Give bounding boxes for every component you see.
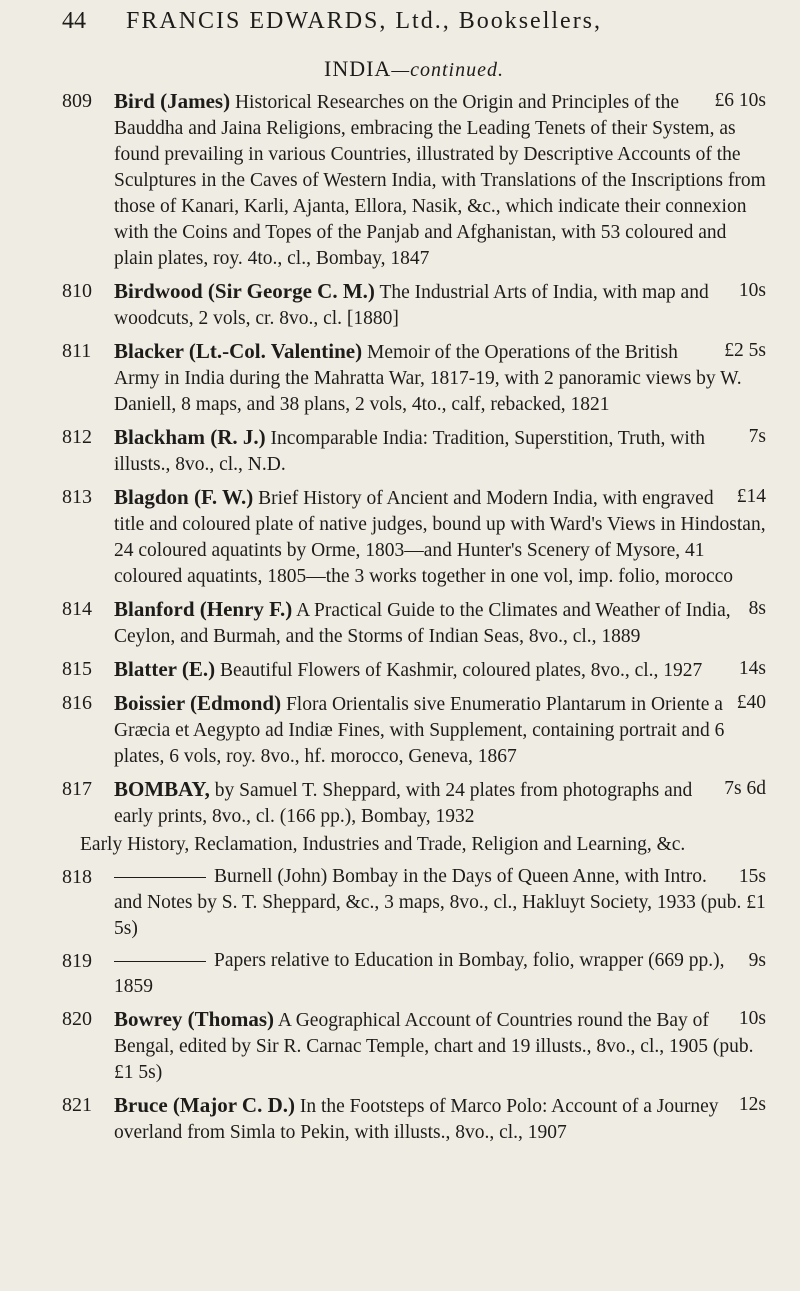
entry-description: Incomparable India: Tradition, Superstition, Truth, with illusts., 8vo., cl., N.D.	[114, 428, 705, 475]
catalogue-entry	[62, 948, 766, 1000]
section-title: INDIA	[324, 56, 392, 81]
entry-number: 817	[62, 778, 92, 800]
catalogue-entry	[62, 776, 766, 830]
entry-price: £2 5s	[724, 340, 766, 361]
entry-number: 818	[62, 866, 92, 888]
entry-number: 819	[62, 950, 92, 972]
header-title: FRANCIS EDWARDS, Ltd., Booksellers,	[126, 8, 603, 34]
sub-entries-list	[62, 864, 766, 1000]
entry-number: 821	[62, 1094, 92, 1116]
entry-price: 9s	[748, 950, 766, 971]
catalogue-entry	[62, 1092, 766, 1146]
entry-number: 811	[62, 340, 92, 362]
entry-description: Papers relative to Education in Bombay, folio, wrapper (669 pp.), 1859	[114, 950, 725, 997]
entry-author: Blanford (Henry F.)	[114, 597, 293, 621]
entry-author: Bird (James)	[114, 89, 231, 113]
entry-number: 810	[62, 280, 92, 302]
catalogue-entry	[62, 424, 766, 478]
entry-number: 820	[62, 1008, 92, 1030]
entry-author: Birdwood (Sir George C. M.)	[114, 279, 375, 303]
catalogue-entry	[62, 596, 766, 650]
section-continued: —continued.	[391, 59, 504, 81]
entry-author: Blackham (R. J.)	[114, 425, 266, 449]
entry-author: Blatter (E.)	[114, 657, 216, 681]
entry-number: 814	[62, 598, 92, 620]
entry-description: The Industrial Arts of India, with map and woodcuts, 2 vols, cr. 8vo., cl. [1880]	[114, 282, 709, 329]
entry-price: 8s	[748, 598, 766, 619]
catalogue-entry	[62, 338, 766, 418]
entry-description: Brief History of Ancient and Modern India, with engraved title and coloured plate of native judges, bound up with Ward's Views in Hindostan, 24 coloured aquatints by Orme, 1803—and Hunter's Scenery of Mysore, 41 coloured aquatints, 1805—the 3 works together in one vol, imp. folio, morocco	[114, 488, 766, 587]
entries-list-2	[62, 1006, 766, 1146]
entry-price: 10s	[738, 280, 766, 301]
entry-author: Blagdon (F. W.)	[114, 485, 254, 509]
entry-description: In the Footsteps of Marco Polo: Account of a Journey overland from Simla to Pekin, with illusts., 8vo., cl., 1907	[114, 1096, 719, 1143]
entry-description: A Geographical Account of Countries round the Bay of Bengal, edited by Sir R. Carnac Temple, chart and 19 illusts., 8vo., cl., 1905 (pub. £1 5s)	[114, 1010, 754, 1083]
entry-description: Beautiful Flowers of Kashmir, coloured plates, 8vo., cl., 1927	[219, 660, 703, 681]
running-head	[62, 0, 766, 44]
ditto-rule	[114, 961, 206, 962]
entry-number: 816	[62, 692, 92, 714]
entry-price: £14	[736, 486, 766, 507]
entry-description: Flora Orientalis sive Enumeratio Plantarum in Oriente a Græcia et Aegypto ad Indiæ Fines, with Supplement, containing portrait and 6 plates, 6 vols, roy. 8vo., hf. morocco, Geneva, 1867	[114, 694, 725, 767]
entry-price: £6 10s	[714, 90, 766, 111]
entry-number: 809	[62, 90, 92, 112]
entry-author: Boissier (Edmond)	[114, 691, 282, 715]
entry-description: Burnell (John) Bombay in the Days of Queen Anne, with Intro. and Notes by S. T. Sheppard, &c., 3 maps, 8vo., cl., Hakluyt Society, 1933 (pub. £1 5s)	[114, 866, 766, 939]
section-heading	[62, 56, 766, 82]
entry-number: 812	[62, 426, 92, 448]
entry-price: 7s 6d	[724, 778, 766, 799]
entry-description: A Practical Guide to the Climates and Weather of India, Ceylon, and Burmah, and the Storms of Indian Seas, 8vo., cl., 1889	[114, 600, 731, 647]
entry-price: £40	[736, 692, 766, 713]
entry-price: 7s	[748, 426, 766, 447]
entry-author: BOMBAY,	[114, 777, 210, 801]
catalogue-entry	[62, 690, 766, 770]
entry-number: 815	[62, 658, 92, 680]
catalogue-entry	[62, 484, 766, 590]
entry-author: Bruce (Major C. D.)	[114, 1093, 295, 1117]
ditto-rule	[114, 877, 206, 878]
catalogue-entry	[62, 88, 766, 272]
catalogue-entry	[62, 656, 766, 684]
entry-price: 15s	[738, 866, 766, 887]
entry-price: 12s	[738, 1094, 766, 1115]
page-number: 44	[62, 8, 86, 34]
catalogue-entry	[62, 278, 766, 332]
entries-list	[62, 88, 766, 830]
entry-price: 14s	[738, 658, 766, 679]
entry-description: Historical Researches on the Origin and Principles of the Bauddha and Jaina Religions, embracing the Leading Tenets of their System, as found prevailing in various Countries, illustrated by Descriptive Accounts of the Sculptures in the Caves of Western India, with Translations of the Inscriptions from those of Kanari, Karli, Ajanta, Ellora, Nasik, &c., which indicate their connexion with the Coins and Topes of the Panjab and Afghanistan, with 53 coloured and plain plates, roy. 4to., cl., Bombay, 1847	[114, 92, 766, 269]
entry-author: Bowrey (Thomas)	[114, 1007, 275, 1031]
entry-description: Memoir of the Operations of the British Army in India during the Mahratta War, 1817-19, with 2 panoramic views by W. Daniell, 8 maps, and 38 plans, 2 vols, 4to., calf, rebacked, 1821	[114, 342, 742, 415]
entry-number: 813	[62, 486, 92, 508]
catalogue-entry	[62, 1006, 766, 1086]
bombay-subheading: Early History, Reclamation, Industries and Trade, Religion and Learning, &c.	[80, 834, 686, 855]
entry-price: 10s	[738, 1008, 766, 1029]
entry-description: by Samuel T. Sheppard, with 24 plates from photographs and early prints, 8vo., cl. (166 pp.), Bombay, 1932	[114, 780, 693, 827]
entry-author: Blacker (Lt.-Col. Valentine)	[114, 339, 363, 363]
catalogue-entry	[62, 864, 766, 942]
